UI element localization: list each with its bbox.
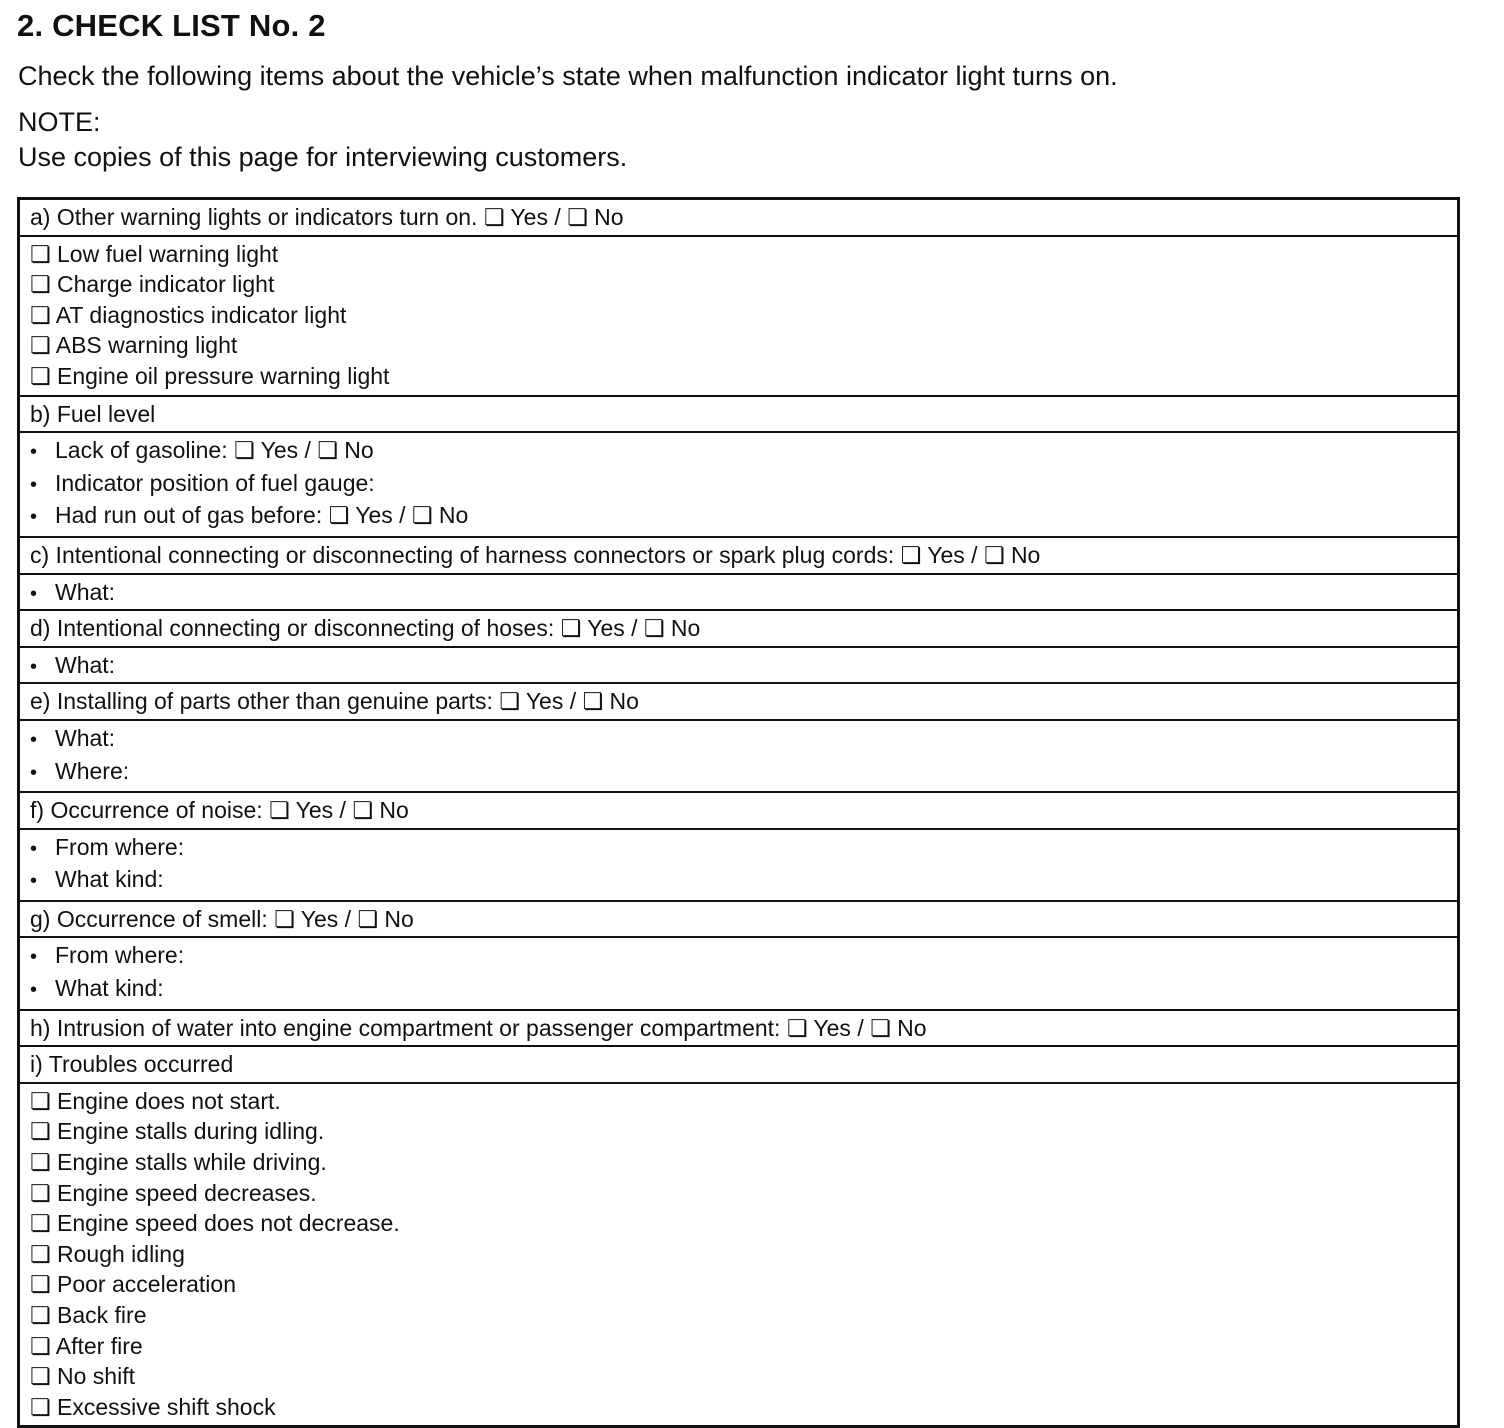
section-d-title[interactable]: d) Intentional connecting or disconnecting of hoses: ❏ Yes / ❏ No [30,615,701,642]
section-d-items [20,648,1457,685]
section-i-title: i) Troubles occurred [30,1051,234,1078]
checkbox-at-diagnostics[interactable]: ❏ AT diagnostics indicator light [30,301,347,328]
intro-text: Check the following items about the vehicle’s state when malfunction indicator light turns on. [18,61,1118,91]
section-h-title[interactable]: h) Intrusion of water into engine compartment or passenger compartment: ❏ Yes / ❏ No [30,1014,927,1041]
section-e-what: • What: [30,723,1447,756]
section-i-header [20,1047,1457,1084]
checkbox-back-fire[interactable]: ❏ Back fire [30,1302,147,1328]
section-a-header [20,200,1457,237]
section-g-from-where: • From where: [30,940,1447,973]
section-d-header [20,611,1457,648]
page-title: 2. CHECK LIST No. 2 [17,8,326,43]
section-g-title[interactable]: g) Occurrence of smell: ❏ Yes / ❏ No [30,905,414,932]
note-label: NOTE: [18,107,101,137]
section-c-header [20,538,1457,575]
section-g-items [20,938,1457,1010]
checkbox-no-shift[interactable]: ❏ No shift [30,1363,135,1390]
section-b-header [20,397,1457,434]
section-c-title[interactable]: c) Intentional connecting or disconnecting of harness connectors or spark plug cords: ❏ Yes / ❏ No [30,541,1041,568]
section-d-what: • What: [30,650,1447,683]
note-text: Use copies of this page for interviewing customers. [18,142,628,172]
checkbox-after-fire[interactable]: ❏ After fire [30,1332,143,1359]
section-b-title: b) Fuel level [30,400,156,427]
checklist-table [17,197,1460,1428]
lack-of-gasoline-item[interactable]: • Lack of gasoline: ❏ Yes / ❏ No [30,435,1447,468]
section-f-items [20,830,1457,902]
checkbox-engine-not-start[interactable]: ❏ Engine does not start. [30,1087,281,1114]
section-f-header [20,793,1457,830]
checkbox-oil-pressure-warning[interactable]: ❏ Engine oil pressure warning light [30,362,390,389]
section-i-items [20,1084,1457,1426]
checkbox-low-fuel-warning[interactable]: ❏ Low fuel warning light [30,240,279,267]
section-g-what-kind: • What kind: [30,973,1447,1006]
checkbox-rough-idling[interactable]: ❏ Rough idling [30,1240,185,1267]
section-b-items [20,433,1457,538]
note-block [18,105,627,175]
section-e-items [20,721,1457,793]
checkbox-speed-not-decrease[interactable]: ❏ Engine speed does not decrease. [30,1210,400,1237]
section-c-what: • What: [30,577,1447,610]
checkbox-poor-acceleration[interactable]: ❏ Poor acceleration [30,1271,237,1298]
checkbox-charge-indicator[interactable]: ❏ Charge indicator light [30,271,275,298]
checkbox-stalls-idling[interactable]: ❏ Engine stalls during idling. [30,1118,325,1145]
section-e-header [20,684,1457,721]
checkbox-excessive-shift-shock[interactable]: ❏ Excessive shift shock [30,1393,276,1420]
checkbox-speed-decreases[interactable]: ❏ Engine speed decreases. [30,1179,317,1206]
ran-out-of-gas-item[interactable]: • Had run out of gas before: ❏ Yes / ❏ No [30,500,1447,533]
section-f-from-where: • From where: [30,832,1447,865]
section-f-what-kind: • What kind: [30,864,1447,897]
section-a-items [20,237,1457,397]
section-e-title[interactable]: e) Installing of parts other than genuine parts: ❏ Yes / ❏ No [30,688,639,715]
section-g-header [20,902,1457,939]
section-h-header [20,1011,1457,1048]
section-e-where: • Where: [30,756,1447,789]
section-c-items [20,575,1457,612]
fuel-gauge-position-item: • Indicator position of fuel gauge: [30,468,1447,501]
checkbox-abs-warning[interactable]: ❏ ABS warning light [30,332,238,359]
checkbox-stalls-driving[interactable]: ❏ Engine stalls while driving. [30,1149,327,1176]
section-a-title: a) Other warning lights or indicators turn on. ❏ Yes / ❏ No [30,204,624,230]
section-f-title[interactable]: f) Occurrence of noise: ❏ Yes / ❏ No [30,797,409,824]
